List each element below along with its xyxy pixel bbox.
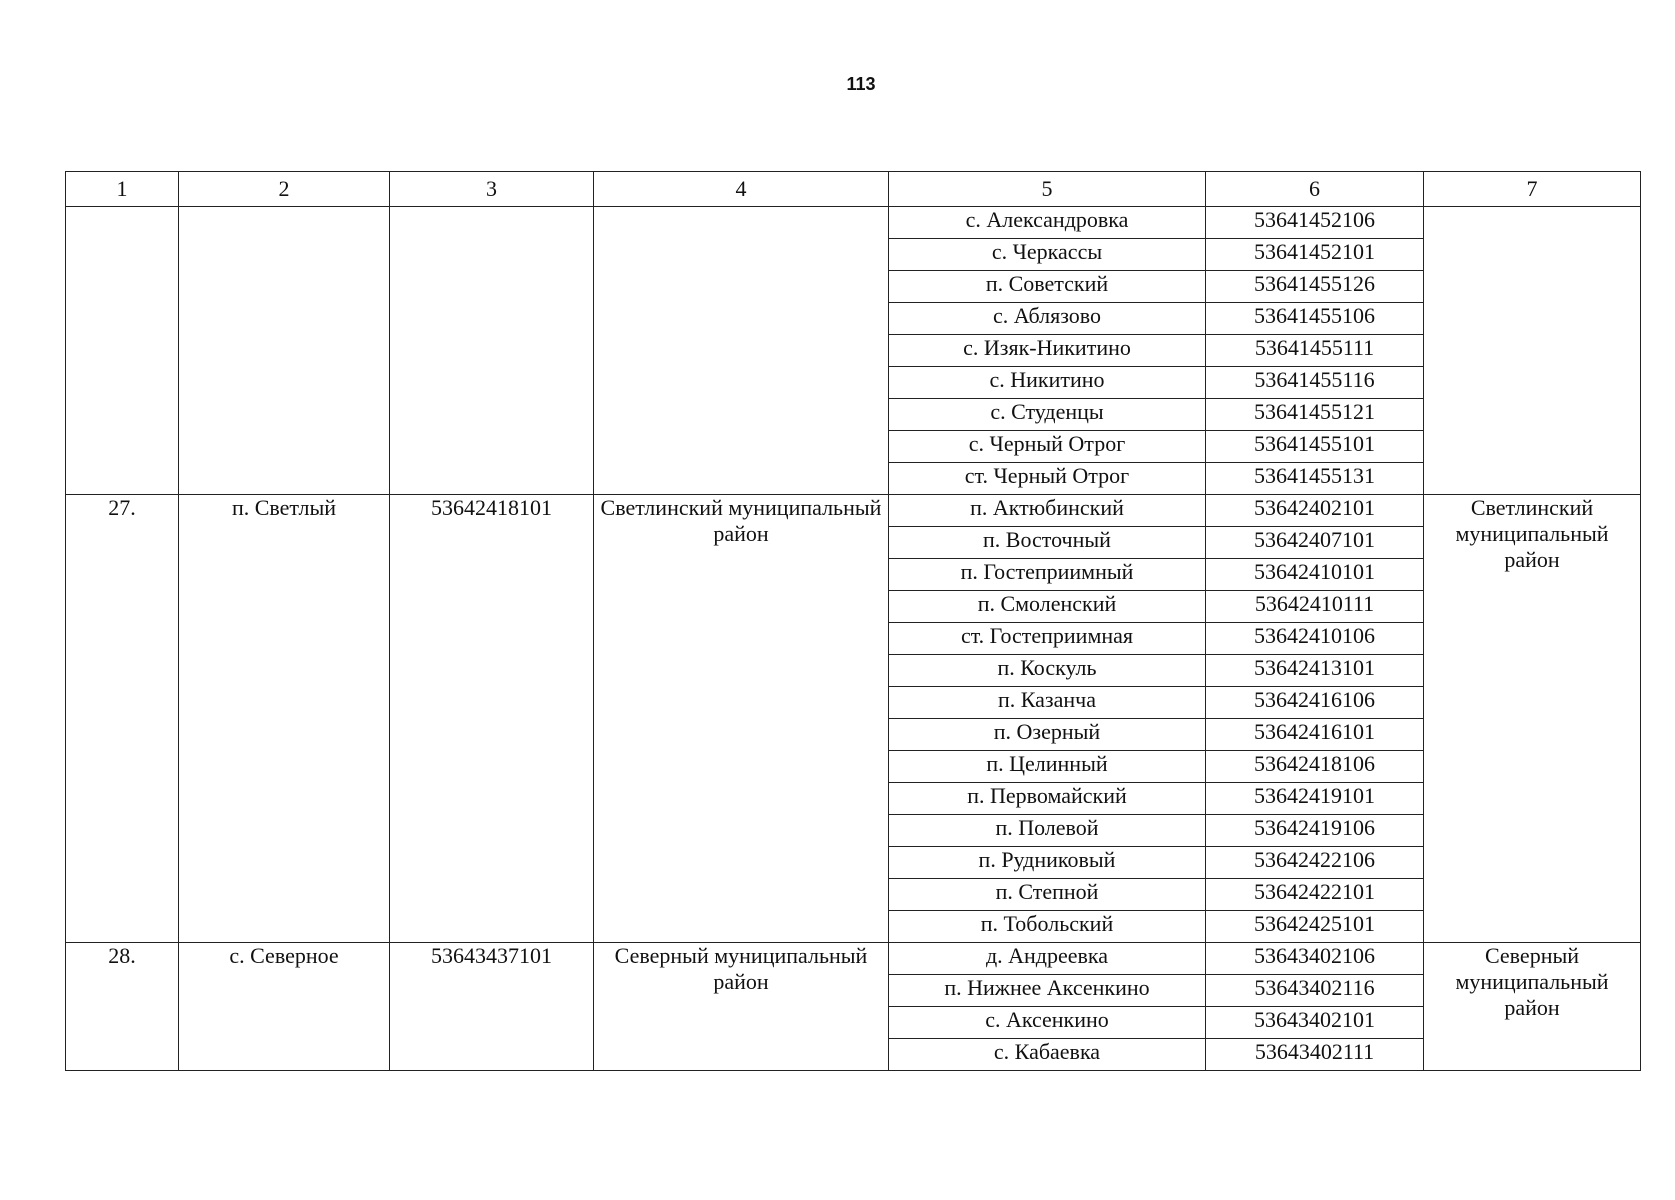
row-number-cell: 27.	[66, 495, 179, 943]
code-cell: 53642425101	[1206, 911, 1424, 943]
district-cell: Светлинский муниципальный район	[594, 495, 889, 943]
table-row	[66, 207, 1641, 239]
settlement-cell: п. Советский	[889, 271, 1206, 303]
header-row	[66, 172, 1641, 207]
settlement-cell: ст. Черный Отрог	[889, 463, 1206, 495]
code-cell: 53641455131	[1206, 463, 1424, 495]
settlement-cell: п. Тобольский	[889, 911, 1206, 943]
settlement-cell: с. Аблязово	[889, 303, 1206, 335]
settlement-cell: п. Первомайский	[889, 783, 1206, 815]
code-cell: 53641452106	[1206, 207, 1424, 239]
settlement-cell: ст. Гостеприимная	[889, 623, 1206, 655]
settlement-cell: с. Изяк-Никитино	[889, 335, 1206, 367]
code-cell: 53642402101	[1206, 495, 1424, 527]
code-cell: 53642418106	[1206, 751, 1424, 783]
settlement-cell: п. Казанча	[889, 687, 1206, 719]
code-cell: 53641455101	[1206, 431, 1424, 463]
district-col7-cell-empty	[1424, 207, 1641, 495]
header-cell: 7	[1424, 172, 1641, 207]
table-row	[66, 943, 1641, 975]
code-cell: 53641455106	[1206, 303, 1424, 335]
settlement-cell: п. Полевой	[889, 815, 1206, 847]
district-col7-cell: Северный муниципальный район	[1424, 943, 1641, 1071]
settlement-cell: п. Озерный	[889, 719, 1206, 751]
code-cell: 53642416106	[1206, 687, 1424, 719]
code-cell: 53642413101	[1206, 655, 1424, 687]
settlement-cell: п. Целинный	[889, 751, 1206, 783]
page-number: 113	[846, 74, 876, 94]
code-cell: 53642422101	[1206, 879, 1424, 911]
code-cell: 53642410106	[1206, 623, 1424, 655]
settlement-cell: с. Аксенкино	[889, 1007, 1206, 1039]
code-cell: 53641455116	[1206, 367, 1424, 399]
code-cell: 53643402116	[1206, 975, 1424, 1007]
settlement-cell: п. Степной	[889, 879, 1206, 911]
settlement-cell: с. Александровка	[889, 207, 1206, 239]
num-cell-empty	[66, 207, 179, 495]
code-cell: 53642419106	[1206, 815, 1424, 847]
code-cell: 53641452101	[1206, 239, 1424, 271]
code-cell: 53643402111	[1206, 1039, 1424, 1071]
header-cell: 2	[179, 172, 390, 207]
settlement-cell: с. Черный Отрог	[889, 431, 1206, 463]
center-code-cell: 53643437101	[390, 943, 594, 1071]
settlement-cell: с. Черкассы	[889, 239, 1206, 271]
code-cell: 53642410111	[1206, 591, 1424, 623]
center-code-cell-empty	[390, 207, 594, 495]
settlement-cell: п. Нижнее Аксенкино	[889, 975, 1206, 1007]
settlement-cell: с. Никитино	[889, 367, 1206, 399]
settlements-table	[65, 171, 1641, 1071]
code-cell: 53642422106	[1206, 847, 1424, 879]
center-code-cell: 53642418101	[390, 495, 594, 943]
code-cell: 53642416101	[1206, 719, 1424, 751]
row-number-cell: 28.	[66, 943, 179, 1071]
code-cell: 53643402106	[1206, 943, 1424, 975]
code-cell: 53642419101	[1206, 783, 1424, 815]
table-row	[66, 495, 1641, 527]
header-cell: 5	[889, 172, 1206, 207]
header-cell: 4	[594, 172, 889, 207]
code-cell: 53641455126	[1206, 271, 1424, 303]
code-cell: 53642410101	[1206, 559, 1424, 591]
settlement-cell: п. Коскуль	[889, 655, 1206, 687]
district-cell: Северный муниципальный район	[594, 943, 889, 1071]
center-cell: п. Светлый	[179, 495, 390, 943]
settlement-cell: п. Рудниковый	[889, 847, 1206, 879]
center-cell: с. Северное	[179, 943, 390, 1071]
code-cell: 53641455111	[1206, 335, 1424, 367]
settlement-cell: п. Смоленский	[889, 591, 1206, 623]
header-cell: 3	[390, 172, 594, 207]
district-cell-empty	[594, 207, 889, 495]
settlement-cell: с. Студенцы	[889, 399, 1206, 431]
code-cell: 53643402101	[1206, 1007, 1424, 1039]
district-col7-cell: Светлинский муниципальный район	[1424, 495, 1641, 943]
settlement-cell: д. Андреевка	[889, 943, 1206, 975]
settlement-cell: с. Кабаевка	[889, 1039, 1206, 1071]
settlement-cell: п. Актюбинский	[889, 495, 1206, 527]
center-cell-empty	[179, 207, 390, 495]
header-cell: 6	[1206, 172, 1424, 207]
header-cell: 1	[66, 172, 179, 207]
code-cell: 53642407101	[1206, 527, 1424, 559]
settlement-cell: п. Гостеприимный	[889, 559, 1206, 591]
code-cell: 53641455121	[1206, 399, 1424, 431]
settlement-cell: п. Восточный	[889, 527, 1206, 559]
